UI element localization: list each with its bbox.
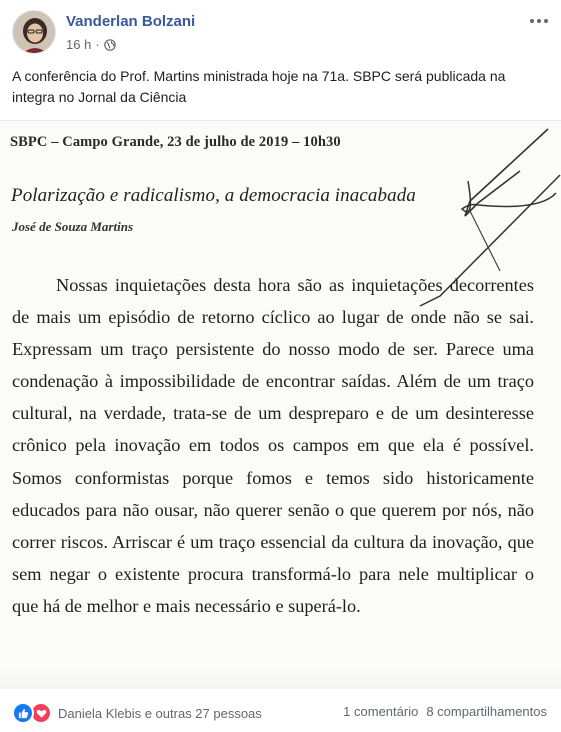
- post-text: A conferência do Prof. Martins ministrada hoje na 71a. SBPC será publicada na integra no Jornal da Ciência: [12, 68, 506, 105]
- author-name[interactable]: Vanderlan Bolzani: [66, 13, 196, 30]
- document-body: Nossas inquietações desta hora são as inquietações decorrentes de mais um episódio de retorno cíclico ao lugar de onde não se sai. Expressam um traço persistente do nosso modo de ser. Parece uma condenação à impossibilidade de encontrar saídas. Além de um traço cultural, na verdade, trata-se de um despreparo e de um desinteresse crônico pela inovação em todos os campos em que ela é possível. Somos conformistas porque fomos e temos sido historicamente educados para não ousar, não querer senão o que querem por nós, não correr riscos. Arriscar é um traço essencial da cultura da inovação, que sem negar o existente procura transformá-lo para nele multiplicar o que há de melhor e mais necessário e superá-lo.: [12, 275, 534, 616]
- comments-count[interactable]: 1 comentário: [343, 704, 419, 719]
- shares-count[interactable]: 8 compartilhamentos: [426, 704, 547, 719]
- document-author: José de Souza Martins: [12, 219, 133, 234]
- more-options-icon[interactable]: [527, 11, 551, 31]
- avatar-image: [13, 11, 56, 54]
- post-time[interactable]: 16 h: [66, 37, 92, 52]
- globe-icon[interactable]: [104, 39, 116, 51]
- reactions-names[interactable]: Daniela Klebis e outras 27 pessoas: [58, 705, 262, 721]
- post-meta: [66, 37, 116, 52]
- document-header: SBPC – Campo Grande, 23 de julho de 2019 – 10h30: [10, 134, 341, 150]
- like-icon: [12, 702, 34, 724]
- post-photo[interactable]: [0, 120, 561, 689]
- avatar[interactable]: [12, 10, 56, 54]
- post-header: [0, 0, 561, 62]
- document-title: Polarização e radicalismo, a democracia inacabada: [11, 185, 416, 206]
- photo-fade: [0, 669, 561, 689]
- reactions-summary[interactable]: [12, 702, 262, 724]
- separator-dot: ·: [95, 37, 100, 52]
- engagement-counts: [343, 704, 547, 719]
- post-footer: [0, 690, 561, 732]
